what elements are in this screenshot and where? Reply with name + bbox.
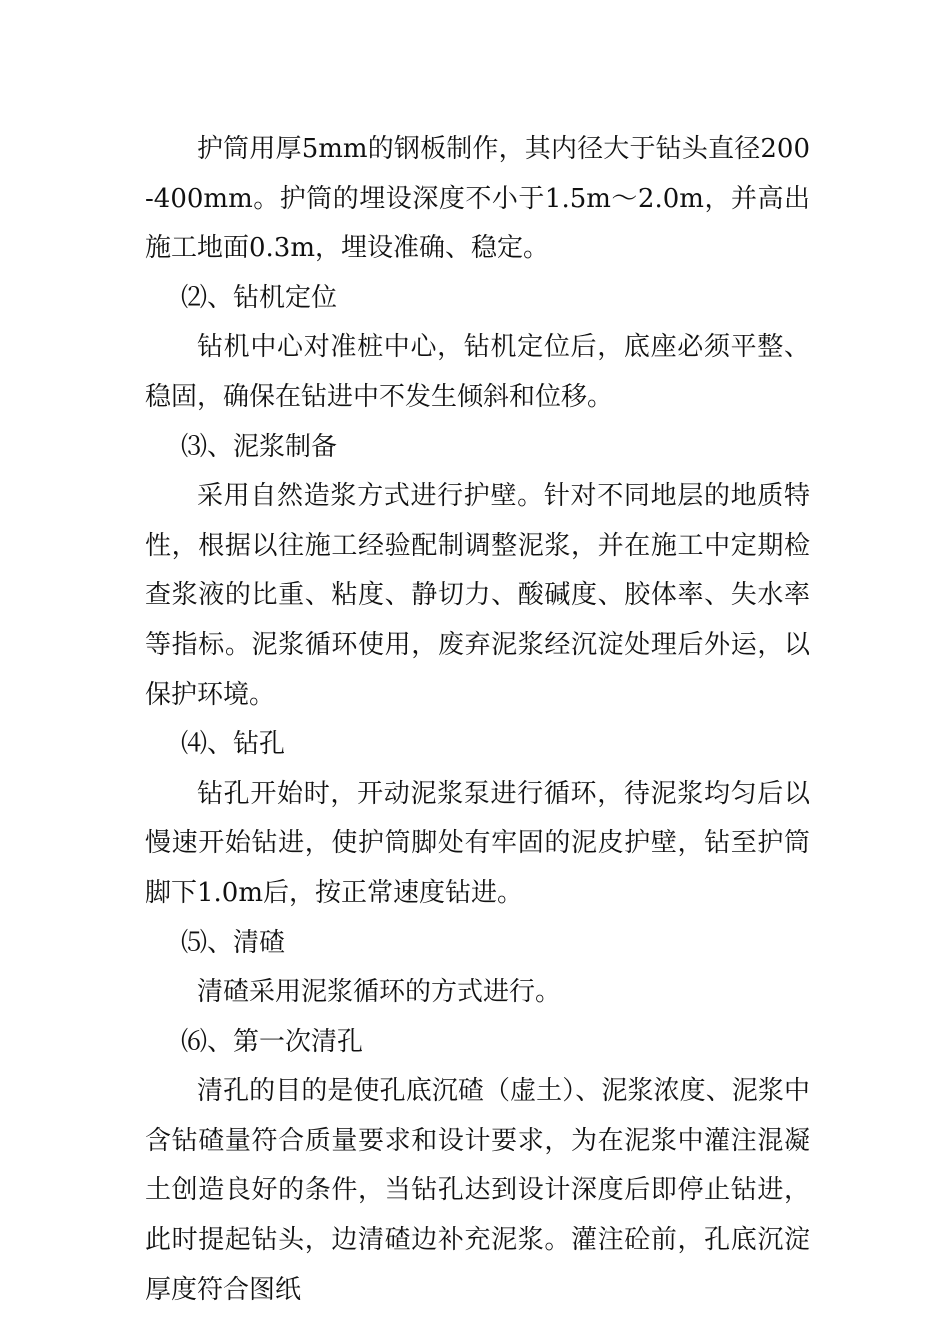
paragraph-debris-cleaning: 清碴采用泥浆循环的方式进行。	[197, 977, 562, 1008]
paragraph-first-hole-cleaning: 清孔的目的是使孔底沉碴（虚土）、泥浆浓度、泥浆中含钻碴量符合质量要求和设计要求，为在泥浆中灌注混凝土创造良好的条件，当钻孔达到设计深度后即停止钻进，此时提起钻头，边清碴边补充泥浆。灌注砼前，孔底沉淀厚度符合图纸	[145, 1076, 810, 1305]
heading-slurry-preparation: ⑶、泥浆制备	[181, 431, 338, 462]
heading-drilling: ⑷、钻孔	[181, 729, 286, 760]
document-body	[145, 125, 810, 1315]
paragraph-casing: 护筒用厚5mm的钢板制作，其内径大于钻头直径200-400mm。护筒的埋设深度不小于1.5m～2.0m，并高出施工地面0.3m，埋设准确、稳定。	[145, 134, 810, 264]
heading-rig-positioning: ⑵、钻机定位	[181, 282, 338, 313]
heading-first-hole-cleaning: ⑹、第一次清孔	[181, 1026, 364, 1057]
paragraph-rig-positioning: 钻机中心对准桩中心，钻机定位后，底座必须平整、稳固，确保在钻进中不发生倾斜和位移。	[145, 332, 810, 412]
paragraph-slurry-preparation: 采用自然造浆方式进行护壁。针对不同地层的地质特性，根据以往施工经验配制调整泥浆，并在施工中定期检查浆液的比重、粘度、静切力、酸碱度、胶体率、失水率等指标。泥浆循环使用，废弃泥浆经沉淀处理后外运，以保护环境。	[145, 481, 810, 710]
heading-debris-cleaning: ⑸、清碴	[181, 927, 286, 958]
paragraph-drilling: 钻孔开始时，开动泥浆泵进行循环，待泥浆均匀后以慢速开始钻进，使护筒脚处有牢固的泥皮护壁，钻至护筒脚下1.0m后，按正常速度钻进。	[145, 778, 810, 908]
